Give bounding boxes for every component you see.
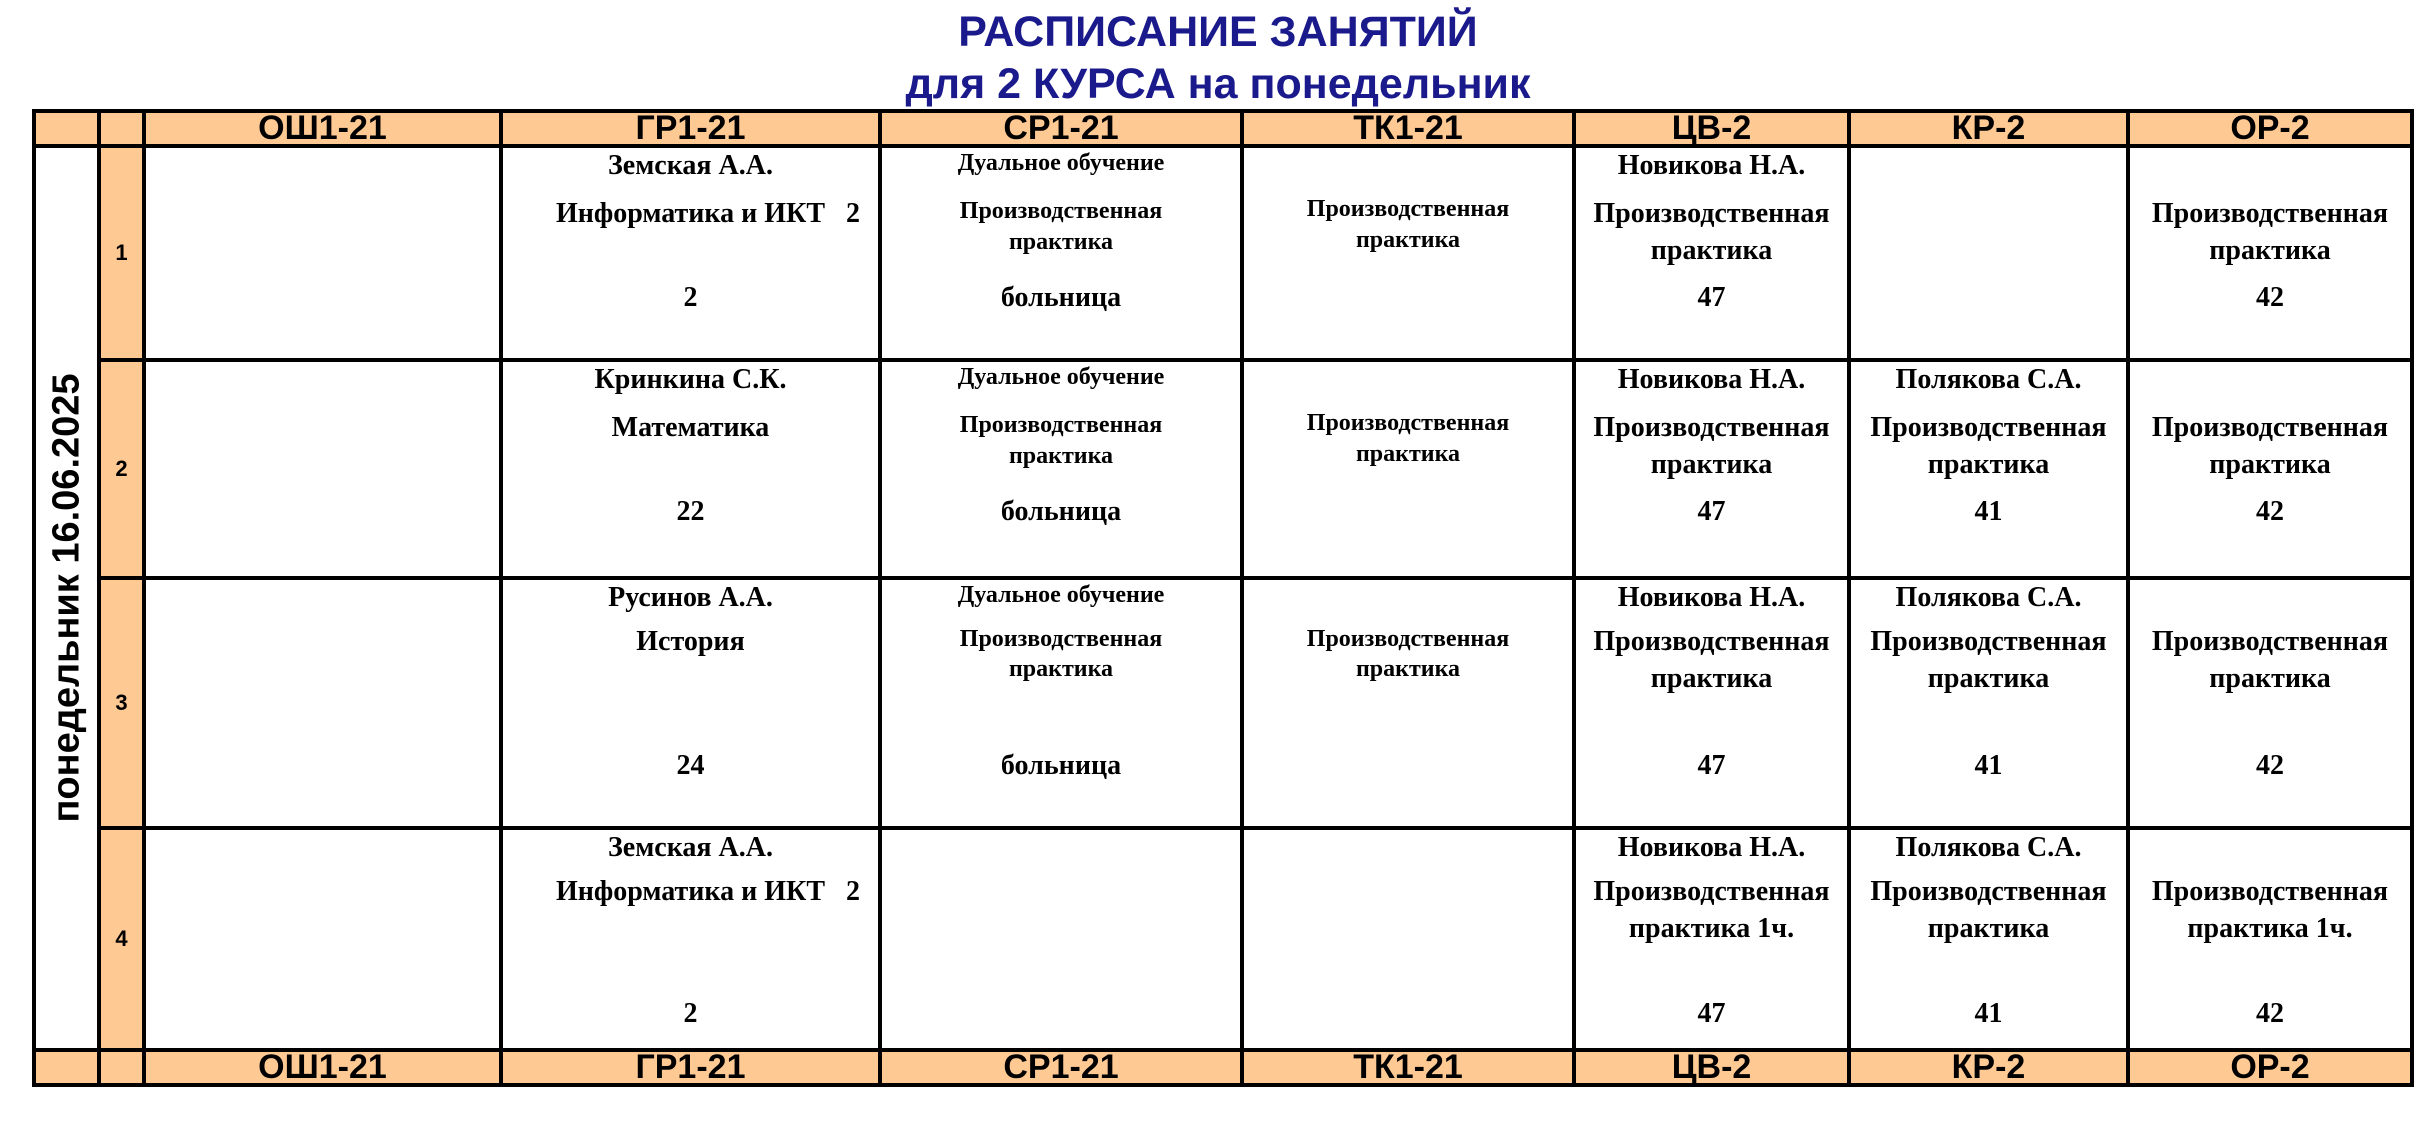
lesson-cell [144, 360, 501, 578]
teacher-name: Земская А.А. [607, 832, 773, 863]
group-header: СР1-21 [880, 111, 1242, 146]
header-row-bottom [34, 1050, 2412, 1085]
subject-name-cont: практика 1ч. [1628, 913, 1795, 944]
subject-name: Производственная [2151, 876, 2389, 907]
subject-name-cont: практика [1355, 441, 1461, 467]
period-row-3 [34, 578, 2412, 828]
teacher-name: Новикова Н.А. [1617, 364, 1806, 395]
room-number: 2 [683, 282, 698, 313]
group-header: ОШ1-21 [144, 1050, 501, 1085]
subject-name: Информатика и ИКТ [555, 876, 826, 907]
subject-name: Производственная [1593, 412, 1830, 443]
group-header: ГР1-21 [501, 111, 880, 146]
subject-name: Производственная [1593, 876, 1830, 907]
room-number: 22 [676, 496, 705, 527]
period-row-4 [34, 828, 2412, 1050]
room-number: больница [1000, 282, 1122, 313]
lesson-cell [880, 828, 1242, 1050]
room-number: 47 [1697, 282, 1726, 313]
lesson-type: Дуальное обучение [957, 364, 1165, 390]
teacher-name: Земская А.А. [607, 150, 773, 181]
subject-name: Производственная [959, 412, 1163, 438]
teacher-name: Полякова С.А. [1895, 582, 2082, 613]
room-number: 41 [1974, 496, 2003, 527]
subject-name: Производственная [959, 198, 1163, 224]
group-header: ТК1-21 [1242, 1050, 1574, 1085]
subject-name: Производственная [1306, 410, 1510, 436]
period-number: 1 [99, 146, 144, 360]
group-header: ЦВ-2 [1574, 1050, 1849, 1085]
subject-name: Производственная [1593, 626, 1830, 657]
lesson-cell [144, 828, 501, 1050]
subgroup-number: 2 [846, 198, 860, 229]
subject-name: История [636, 626, 745, 657]
group-header: ОР-2 [2128, 111, 2412, 146]
subject-name-cont: практика [1650, 235, 1773, 266]
subject-name-cont: практика [1355, 227, 1461, 253]
page-title: РАСПИСАНИЕ ЗАНЯТИЙ [958, 8, 1478, 56]
subject-name-cont: практика [1008, 656, 1114, 682]
lesson-cell [1849, 578, 2128, 828]
subject-name: Производственная [1593, 198, 1830, 229]
room-number: 42 [2256, 998, 2284, 1029]
lesson-cell [144, 146, 501, 360]
header-blank [99, 1050, 144, 1085]
day-label: понедельник 16.06.2025 [45, 373, 87, 823]
room-number: 41 [1974, 750, 2003, 781]
room-number: 42 [2256, 282, 2284, 313]
room-number: 2 [683, 998, 698, 1029]
lesson-cell [1574, 146, 1849, 360]
lesson-cell [2128, 578, 2412, 828]
group-header: КР-2 [1849, 111, 2128, 146]
subject-name-cont: практика 1ч. [2187, 913, 2353, 944]
room-number: 47 [1697, 750, 1726, 781]
lesson-cell [1242, 360, 1574, 578]
group-header: ЦВ-2 [1574, 111, 1849, 146]
teacher-name: Новикова Н.А. [1617, 582, 1806, 613]
subject-name: Производственная [2151, 626, 2389, 657]
teacher-name: Кринкина С.К. [594, 364, 787, 395]
subject-name-cont: практика [1008, 443, 1114, 469]
subject-name-cont: практика [1650, 449, 1773, 480]
teacher-name: Полякова С.А. [1895, 364, 2082, 395]
period-number: 3 [99, 578, 144, 828]
group-header: СР1-21 [880, 1050, 1242, 1085]
lesson-cell [1242, 828, 1574, 1050]
subject-name-cont: практика [2209, 663, 2331, 694]
lesson-type: Дуальное обучение [957, 150, 1165, 176]
room-number: 42 [2256, 496, 2284, 527]
lesson-cell [1574, 360, 1849, 578]
subject-name: Производственная [1870, 626, 2107, 657]
teacher-name: Русинов А.А. [608, 582, 773, 613]
lesson-cell [880, 146, 1242, 360]
lesson-type: Дуальное обучение [957, 582, 1165, 608]
header-blank [99, 111, 144, 146]
teacher-name: Полякова С.А. [1895, 832, 2082, 863]
subject-name: Производственная [2151, 198, 2389, 229]
subject-name: Производственная [2151, 412, 2389, 443]
lesson-cell [1849, 828, 2128, 1050]
period-number: 2 [99, 360, 144, 578]
day-cell [34, 146, 99, 1050]
subject-name-cont: практика [1927, 449, 2050, 480]
period-row-2 [34, 360, 2412, 578]
group-header: ОР-2 [2128, 1050, 2412, 1085]
room-number: больница [1000, 496, 1122, 527]
subject-name: Информатика и ИКТ [555, 198, 826, 229]
group-header: ГР1-21 [501, 1050, 880, 1085]
header-row-top [34, 111, 2412, 146]
room-number: больница [1000, 750, 1122, 781]
lesson-cell [1574, 828, 1849, 1050]
subject-name-cont: практика [2209, 235, 2331, 266]
lesson-cell [1242, 146, 1574, 360]
group-header: КР-2 [1849, 1050, 2128, 1085]
room-number: 42 [2256, 750, 2284, 781]
subgroup-number: 2 [846, 876, 860, 907]
subject-name-cont: практика [1927, 663, 2050, 694]
schedule-table [32, 109, 2414, 1087]
lesson-cell [880, 578, 1242, 828]
header-blank [34, 1050, 99, 1085]
lesson-cell [1849, 360, 2128, 578]
lesson-cell [1242, 578, 1574, 828]
lesson-cell [1574, 578, 1849, 828]
room-number: 47 [1697, 496, 1726, 527]
lesson-cell [501, 578, 880, 828]
lesson-cell [501, 360, 880, 578]
subject-name-cont: практика [1927, 913, 2050, 944]
header-blank [34, 111, 99, 146]
lesson-cell [1849, 146, 2128, 360]
group-header: ОШ1-21 [144, 111, 501, 146]
room-number: 41 [1974, 998, 2003, 1029]
lesson-cell [501, 828, 880, 1050]
subject-name-cont: практика [2209, 449, 2331, 480]
subject-name: Математика [611, 412, 770, 443]
subject-name-cont: практика [1008, 229, 1114, 255]
teacher-name: Новикова Н.А. [1617, 832, 1806, 863]
page-subtitle: для 2 КУРСА на понедельник [905, 60, 1531, 108]
room-number: 24 [676, 750, 705, 781]
subject-name: Производственная [959, 626, 1163, 652]
period-row-1 [34, 146, 2412, 360]
subject-name-cont: практика [1355, 656, 1461, 682]
subject-name: Производственная [1306, 196, 1510, 222]
subject-name: Производственная [1870, 876, 2107, 907]
group-header: ТК1-21 [1242, 111, 1574, 146]
teacher-name: Новикова Н.А. [1617, 150, 1806, 181]
period-number: 4 [99, 828, 144, 1050]
room-number: 47 [1697, 998, 1726, 1029]
lesson-cell [2128, 360, 2412, 578]
lesson-cell [501, 146, 880, 360]
subject-name: Производственная [1870, 412, 2107, 443]
lesson-cell [2128, 828, 2412, 1050]
lesson-cell [144, 578, 501, 828]
lesson-cell [880, 360, 1242, 578]
subject-name-cont: практика [1650, 663, 1773, 694]
subject-name: Производственная [1306, 626, 1510, 652]
lesson-cell [2128, 146, 2412, 360]
